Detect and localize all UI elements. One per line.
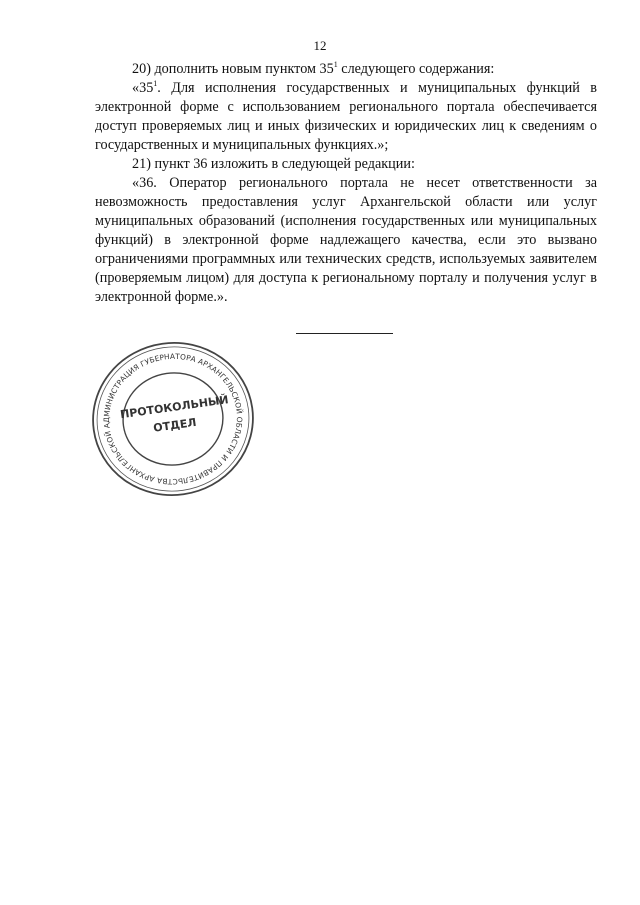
document-body — [95, 60, 597, 307]
paragraph-item-20: 20) дополнить новым пунктом $35^1$ следующего содержания: — [132, 60, 495, 77]
paragraph-item-21: 21) пункт 36 изложить в следующей редакции: — [132, 156, 415, 172]
paragraph-clause-35-1: «$35^1$. Для исполнения государственных и муниципальных функций в электронной форме с использованием регионального портала обеспечивается доступ проверяемых лиц и иных физических и юридических лиц к сведениям о государственных и муниципальных функциях.»; — [95, 79, 597, 153]
stamp-center-line2: ОТДЕЛ — [152, 415, 198, 435]
stamp-ring-text: АДМИНИСТРАЦИЯ ГУБЕРНАТОРА АРХАНГЕЛЬСКОЙ ОБЛАСТИ И ПРАВИТЕЛЬСТВА АРХАНГЕЛЬСКОЙ — [102, 351, 244, 487]
paragraph-clause-36: «36. Оператор регионального портала не несет ответственности за невозможность предоставления услуг Архангельской области или услуг муниципальных образований (исполнения государственных или муниципальных функций) в электронной форме надлежащего качества, если это вызвано ограничениями программных или технических средств, используемых заявителем (проверяемым лицом) для доступа к региональному порталу и получения услуг в электронной форме.». — [95, 175, 597, 305]
stamp-center-line1: ПРОТОКОЛЬНЫЙ — [119, 393, 230, 422]
page-number: 12 — [313, 38, 327, 53]
official-stamp-seal — [88, 339, 258, 499]
end-separator-line — [296, 333, 393, 334]
